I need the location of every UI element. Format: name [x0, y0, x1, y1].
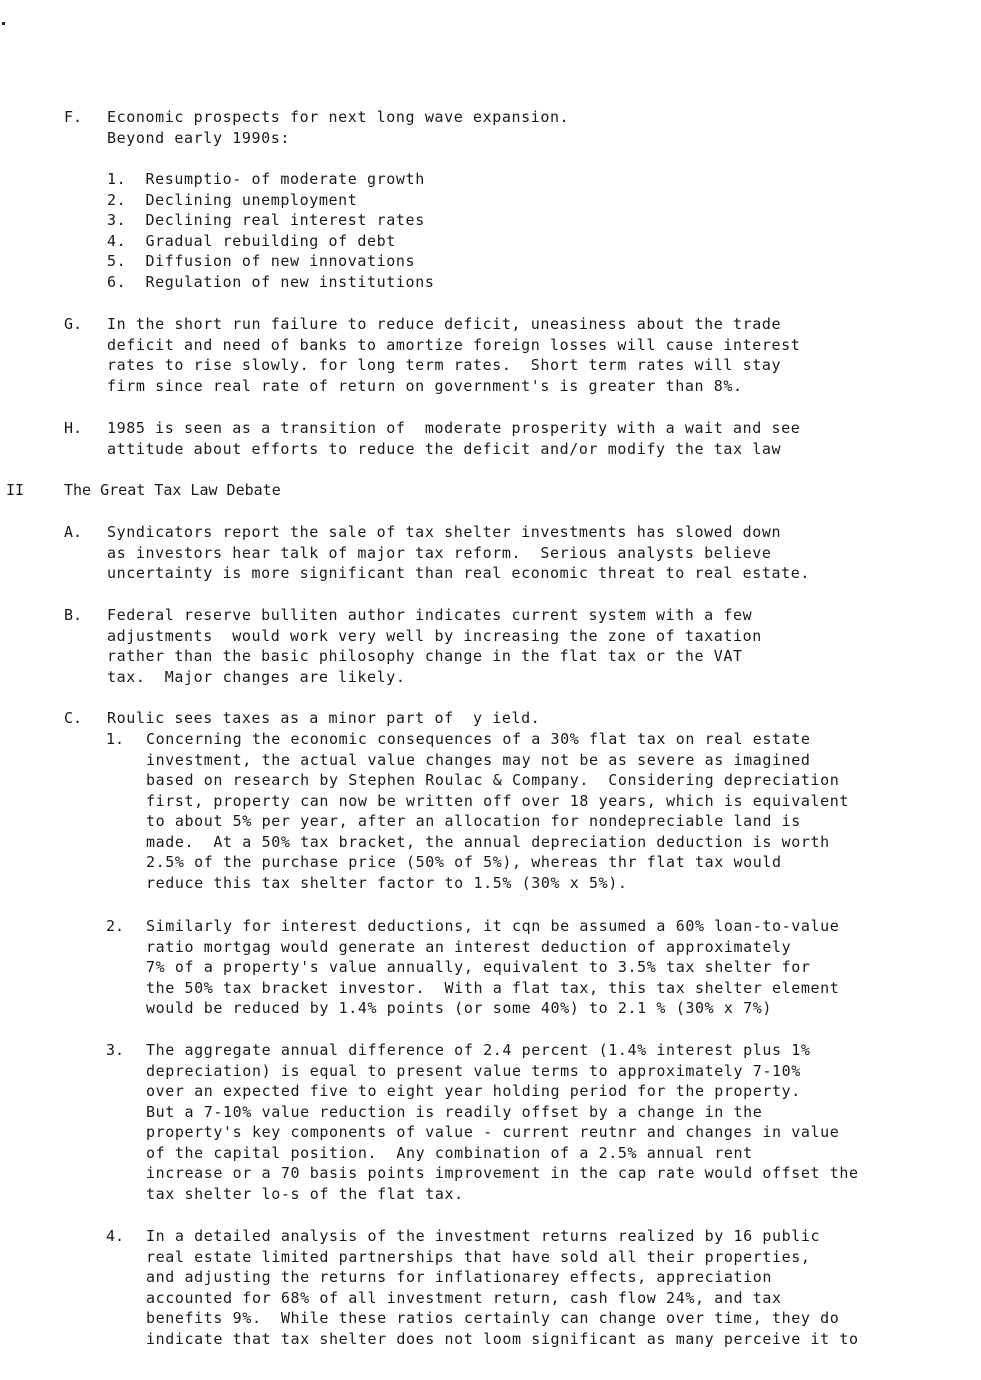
section-a-line: as investors hear talk of major tax reform. Serious analysts believe	[107, 543, 772, 562]
item-number: 1.	[106, 730, 125, 748]
item-line: property's key components of value - current reutnr and changes in value	[146, 1123, 840, 1141]
item-line: Similarly for interest deductions, it cqn be assumed a 60% loan-to-value	[146, 917, 840, 935]
section-b-line: adjustments would work very well by increasing the zone of taxation	[107, 626, 762, 645]
list-item: 4. Gradual rebuilding of debt	[107, 231, 396, 250]
section-a-label: A.	[64, 523, 83, 541]
list-item: 6. Regulation of new institutions	[107, 272, 435, 291]
item-line: tax shelter lo-s of the flat tax.	[146, 1184, 464, 1203]
item-line: over an expected five to eight year holding period for the property.	[146, 1082, 801, 1100]
section-g-line: rates to rise slowly. for long term rates. Short term rates will stay	[107, 356, 782, 374]
item-line: based on research by Stephen Roulac & Company. Considering depreciation	[146, 771, 840, 789]
item-line: the 50% tax bracket investor. With a flat tax, this tax shelter element	[146, 978, 840, 997]
item-line: indicate that tax shelter does not loom significant as many perceive it to	[146, 1329, 859, 1348]
item-line: increase or a 70 basis points improvement in the cap rate would offset the	[146, 1164, 859, 1182]
item-line: In a detailed analysis of the investment returns realized by 16 public	[146, 1227, 821, 1245]
section-c-label: C.	[64, 709, 83, 727]
section-a-line: uncertainty is more significant than real economic threat to real estate.	[107, 564, 811, 582]
section-h-line: attitude about efforts to reduce the deficit and/or modify the tax law	[107, 439, 782, 458]
section-g-label: G.	[64, 315, 83, 333]
item-line: made. At a 50% tax bracket, the annual depreciation deduction is worth	[146, 832, 830, 851]
item-line: Concerning the economic consequences of a 30% flat tax on real estate	[146, 730, 811, 748]
item-line: real estate limited partnerships that have sold all their properties,	[146, 1247, 811, 1266]
item-line: benefits 9%. While these ratios certainly can change over time, they do	[146, 1309, 840, 1327]
item-line: ratio mortgag would generate an interest deduction of approximately	[146, 937, 792, 956]
item-line: The aggregate annual difference of 2.4 percent (1.4% interest plus 1%	[146, 1041, 811, 1059]
section-h-line: 1985 is seen as a transition of moderate prosperity with a wait and see	[107, 419, 801, 437]
item-line: would be reduced by 1.4% points (or some 40%) to 2.1 % (30% x 7%)	[146, 999, 772, 1017]
section-b-label: B.	[64, 606, 83, 624]
section-a-line: Syndicators report the sale of tax shelter investments has slowed down	[107, 523, 782, 541]
section-g-line: In the short run failure to reduce deficit, uneasiness about the trade	[107, 315, 782, 333]
item-line: 2.5% of the purchase price (50% of 5%), whereas thr flat tax would	[146, 853, 782, 871]
item-line: 7% of a property's value annually, equivalent to 3.5% tax shelter for	[146, 958, 811, 976]
section-f-line: Beyond early 1990s:	[107, 128, 290, 147]
section-c-line: Roulic sees taxes as a minor part of y ield.	[107, 709, 541, 727]
scan-mark	[2, 22, 5, 25]
section-b-line: tax. Major changes are likely.	[107, 667, 406, 686]
item-number: 2.	[106, 917, 125, 935]
item-line: depreciation) is equal to present value terms to approximately 7-10%	[146, 1061, 801, 1080]
item-line: investment, the actual value changes may not be as severe as imagined	[146, 750, 811, 769]
section-b-line: Federal reserve bulliten author indicates current system with a few	[107, 606, 753, 624]
section-ii-title: The Great Tax Law Debate	[64, 481, 281, 499]
section-f-list	[107, 169, 967, 292]
item-line: to about 5% per year, after an allocation for nondepreciable land is	[146, 812, 801, 830]
section-f-line: Economic prospects for next long wave expansion.	[107, 108, 570, 126]
list-item: 2. Declining unemployment	[107, 190, 358, 209]
item-line: But a 7-10% value reduction is readily offset by a change in the	[146, 1102, 763, 1121]
item-line: reduce this tax shelter factor to 1.5% (30% x 5%).	[146, 873, 628, 892]
item-number: 4.	[106, 1227, 125, 1245]
item-line: first, property can now be written off over 18 years, which is equivalent	[146, 791, 850, 810]
section-g-line: firm since real rate of return on government's is greater than 8%.	[107, 376, 743, 395]
section-g-line: deficit and need of banks to amortize foreign losses will cause interest	[107, 335, 801, 354]
item-line: and adjusting the returns for inflationarey effects, appreciation	[146, 1268, 772, 1286]
section-ii-label: II	[6, 481, 25, 499]
section-f-label: F.	[64, 108, 83, 126]
list-item: 3. Declining real interest rates	[107, 211, 425, 229]
item-line: of the capital position. Any combination of a 2.5% annual rent	[146, 1143, 753, 1162]
section-b-line: rather than the basic philosophy change in the flat tax or the VAT	[107, 647, 743, 665]
item-line: accounted for 68% of all investment return, cash flow 24%, and tax	[146, 1288, 782, 1307]
list-item: 1. Resumptio- of moderate growth	[107, 170, 425, 188]
section-h-label: H.	[64, 419, 83, 437]
item-number: 3.	[106, 1041, 125, 1059]
list-item: 5. Diffusion of new innovations	[107, 252, 416, 270]
